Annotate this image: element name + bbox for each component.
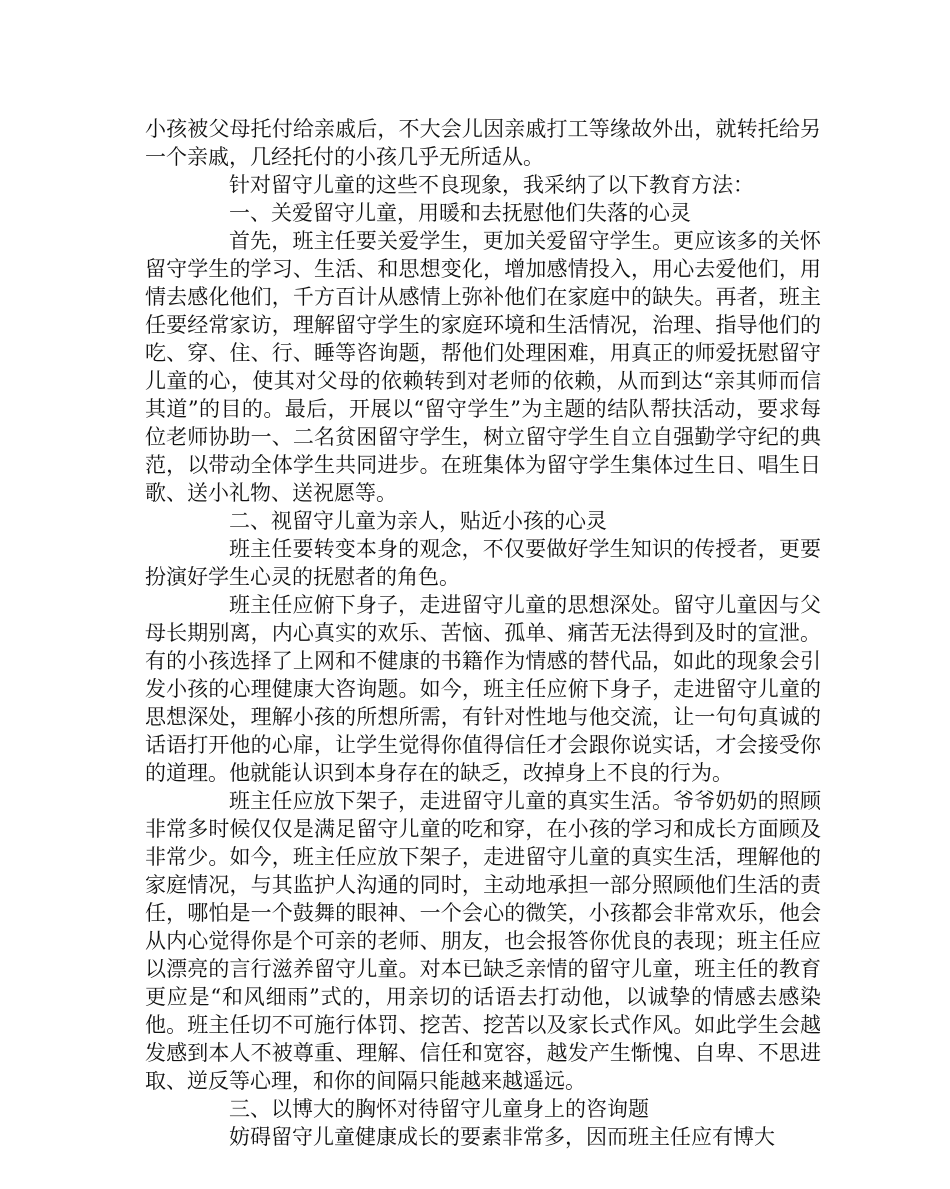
section-heading-1: 一、关爱留守儿童，用暖和去抚慰他们失落的心灵	[229, 201, 691, 225]
section-heading-2: 二、视留守儿童为亲人，贴近小孩的心灵	[229, 509, 607, 533]
paragraph-1: 小孩被父母托付给亲戚后，不大会儿因亲戚打工等缘故外出，就转托给另一个亲戚，几经托付的小孩几乎无所适从。	[145, 117, 821, 169]
paragraph-6: 班主任应放下架子，走进留守儿童的真实生活。爷爷奶奶的照顾非常多时候仅仅是满足留守儿童的吃和穿，在小孩的学习和成长方面顾及非常少。如今，班主任应放下架子，走进留守儿童的真实生活，理解他的家庭情况，与其监护人沟通的同时，主动地承担一部分照顾他们生活的责任，哪怕是一个鼓舞的眼神、一个会心的微笑，小孩都会非常欢乐，他会从内心觉得你是个可亲的老师、朋友，也会报答你优良的表现；班主任应以漂亮的言行滋养留守儿童。对本已缺乏亲情的留守儿童，班主任的教育更应是“和风细雨”式的，用亲切的话语去打动他，以诚挚的情感去感染他。班主任切不可施行体罚、挖苦、挖苦以及家长式作风。如此学生会越发感到本人不被尊重、理解、信任和宽容，越发产生惭愧、自卑、不思进取、逆反等心理，和你的间隔只能越来越遥远。	[145, 789, 821, 1093]
section-heading-3: 三、以博大的胸怀对待留守儿童身上的咨询题	[229, 1097, 649, 1121]
paragraph-4: 班主任要转变本身的观念，不仅要做好学生知识的传授者，更要扮演好学生心灵的抚慰者的角色。	[145, 537, 821, 589]
document-body	[145, 115, 821, 1151]
paragraph-3: 首先，班主任要关爱学生，更加关爱留守学生。更应该多的关怀留守学生的学习、生活、和思想变化，增加感情投入，用心去爱他们，用情去感化他们，千方百计从感情上弥补他们在家庭中的缺失。再者，班主任要经常家访，理解留守学生的家庭环境和生活情况，治理、指导他们的吃、穿、住、行、睡等咨询题，帮他们处理困难，用真正的师爱抚慰留守儿童的心，使其对父母的依赖转到对老师的依赖，从而到达“亲其师而信其道”的目的。最后，开展以“留守学生”为主题的结队帮扶活动，要求每位老师协助一、二名贫困留守学生，树立留守学生自立自强勤学守纪的典范，以带动全体学生共同进步。在班集体为留守学生集体过生日、唱生日歌、送小礼物、送祝愿等。	[145, 229, 821, 505]
paragraph-2: 针对留守儿童的这些不良现象，我采纳了以下教育方法：	[229, 173, 754, 197]
paragraph-5: 班主任应俯下身子，走进留守儿童的思想深处。留守儿童因与父母长期别离，内心真实的欢乐、苦恼、孤单、痛苦无法得到及时的宣泄。有的小孩选择了上网和不健康的书籍作为情感的替代品，如此的现象会引发小孩的心理健康大咨询题。如今，班主任应俯下身子，走进留守儿童的思想深处，理解小孩的所想所需，有针对性地与他交流，让一句句真诚的话语打开他的心扉，让学生觉得你值得信任才会跟你说实话，才会接受你的道理。他就能认识到本身存在的缺乏，改掉身上不良的行为。	[145, 593, 821, 785]
paragraph-7: 妨碍留守儿童健康成长的要素非常多，因而班主任应有博大	[229, 1125, 775, 1149]
